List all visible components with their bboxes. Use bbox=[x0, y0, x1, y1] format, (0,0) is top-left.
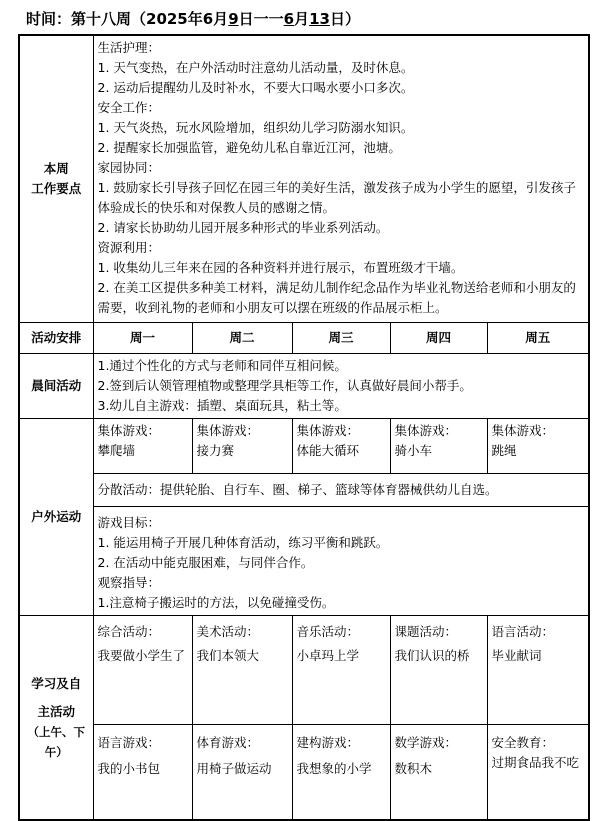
outdoor-goal-line: 游戏目标： bbox=[97, 515, 161, 530]
work-points-label-line2: 工作要点 bbox=[31, 181, 82, 196]
work-point-line: 家园协同： bbox=[97, 160, 161, 175]
learning-r1-fri bbox=[487, 616, 589, 725]
day-header-tue: 周二 bbox=[192, 323, 292, 354]
week-time-header bbox=[26, 8, 360, 29]
outdoor-game-name: 攀爬墙 bbox=[97, 443, 136, 458]
outdoor-game-name: 接力赛 bbox=[196, 443, 235, 458]
learning-activity-title: 课题活动： bbox=[394, 624, 458, 639]
learning-label-line2: 主活动 bbox=[37, 703, 75, 719]
learning-activity-name: 用椅子做运动 bbox=[196, 761, 272, 776]
learning-r2-mon bbox=[93, 725, 192, 821]
day-header-mon: 周一 bbox=[93, 323, 192, 354]
learning-activity-title: 数学游戏： bbox=[394, 735, 458, 750]
outdoor-goal-line: 1.注意椅子搬运时的方法，以免碰撞受伤。 bbox=[97, 595, 335, 610]
morning-line: 2.签到后认领管理植物或整理学具柜等工作，认真做好晨间小帮手。 bbox=[97, 378, 472, 393]
learning-activity-name: 数积木 bbox=[394, 761, 433, 776]
outdoor-goal-line: 观察指导： bbox=[97, 575, 161, 590]
work-points-label-line1: 本周 bbox=[43, 161, 69, 176]
outdoor-game-title: 集体游戏： bbox=[97, 423, 161, 438]
work-points-label bbox=[19, 35, 93, 323]
learning-activity-title: 语言活动： bbox=[491, 624, 555, 639]
work-point-line: 1. 天气炎热，玩水风险增加，组织幼儿学习防溺水知识。 bbox=[97, 120, 414, 135]
work-point-line: 1. 鼓励家长引导孩子回忆在园三年的美好生活，激发孩子成为小学生的愿望，引发孩子体验成长的快乐和对保教人员的感谢之情。 bbox=[97, 180, 576, 215]
day-header-thu: 周四 bbox=[390, 323, 487, 354]
learning-r2-wed bbox=[292, 725, 390, 821]
learning-activity-name: 我们认识的桥 bbox=[394, 648, 470, 663]
outdoor-game-thu bbox=[390, 419, 487, 474]
outdoor-group-row bbox=[19, 419, 589, 474]
work-point-line: 1. 收集幼儿三年来在园的各种资料并进行展示，布置班级才干墙。 bbox=[97, 260, 464, 275]
work-point-line: 生活护理： bbox=[97, 40, 161, 55]
learning-activity-name: 毕业献词 bbox=[491, 648, 542, 663]
learning-r1-mon bbox=[93, 616, 192, 725]
learning-activity-title: 美术活动： bbox=[196, 624, 260, 639]
outdoor-label: 户外运动 bbox=[19, 419, 93, 616]
schedule-label: 活动安排 bbox=[19, 323, 93, 354]
work-points-content bbox=[93, 35, 589, 323]
header-end-day: 13 bbox=[309, 10, 330, 28]
learning-activity-title: 建构游戏： bbox=[296, 735, 360, 750]
morning-label: 晨间活动 bbox=[19, 354, 93, 419]
learning-activity-title: 语言游戏： bbox=[97, 735, 161, 750]
header-end-month: 6 bbox=[283, 10, 295, 28]
learning-activity-name: 我们本领大 bbox=[196, 648, 260, 663]
learning-label-line3: （上午、下午） bbox=[27, 724, 85, 759]
outdoor-game-name: 跳绳 bbox=[491, 443, 517, 458]
outdoor-game-name: 体能大循环 bbox=[296, 443, 360, 458]
learning-row-1 bbox=[19, 616, 589, 725]
learning-activity-title: 安全教育： bbox=[491, 735, 555, 750]
learning-activity-title: 音乐活动： bbox=[296, 624, 360, 639]
learning-r1-thu bbox=[390, 616, 487, 725]
learning-label-line1: 学习及自 bbox=[31, 675, 82, 691]
learning-row-2 bbox=[19, 725, 589, 821]
work-point-line: 2. 在美工区提供多种美工材料，满足幼儿制作纪念品作为毕业礼物送给老师和小朋友的需要，收到礼物的老师和小朋友可以摆在班级的作品展示柜上。 bbox=[97, 280, 576, 315]
learning-activity-name: 我要做小学生了 bbox=[97, 648, 186, 663]
learning-r2-thu bbox=[390, 725, 487, 821]
outdoor-game-title: 集体游戏： bbox=[491, 423, 555, 438]
outdoor-game-name: 骑小车 bbox=[394, 443, 433, 458]
learning-activity-name: 我想象的小学 bbox=[296, 761, 372, 776]
learning-r2-fri bbox=[487, 725, 589, 821]
learning-activity-title: 体育游戏： bbox=[196, 735, 260, 750]
learning-label bbox=[19, 616, 93, 821]
learning-activity-name: 过期食品我不吃 bbox=[491, 755, 580, 770]
learning-r1-wed bbox=[292, 616, 390, 725]
outdoor-scatter-row bbox=[19, 474, 589, 507]
outdoor-goal-line: 2. 在活动中能克服困难，与同伴合作。 bbox=[97, 555, 314, 570]
outdoor-game-title: 集体游戏： bbox=[196, 423, 260, 438]
learning-activity-name: 我的小书包 bbox=[97, 761, 161, 776]
work-points-row bbox=[19, 35, 589, 323]
header-prefix: 时间：第十八周（2025年6月 bbox=[26, 10, 229, 28]
header-start-day: 9 bbox=[228, 10, 239, 28]
header-suffix: 日） bbox=[329, 10, 360, 28]
work-point-line: 安全工作： bbox=[97, 100, 161, 115]
morning-content bbox=[93, 354, 589, 419]
outdoor-game-fri bbox=[487, 419, 589, 474]
outdoor-game-tue bbox=[192, 419, 292, 474]
header-mid: 日一一 bbox=[238, 10, 284, 28]
weekly-plan-table bbox=[18, 34, 590, 821]
morning-row bbox=[19, 354, 589, 419]
outdoor-game-title: 集体游戏： bbox=[394, 423, 458, 438]
work-point-line: 2. 请家长协助幼儿园开展多种形式的毕业系列活动。 bbox=[97, 220, 389, 235]
work-point-line: 2. 运动后提醒幼儿及时补水，不要大口喝水要小口多次。 bbox=[97, 80, 414, 95]
schedule-row bbox=[19, 323, 589, 354]
learning-activity-name: 小卓玛上学 bbox=[296, 648, 360, 663]
work-point-line: 1. 天气变热，在户外活动时注意幼儿活动量，及时休息。 bbox=[97, 60, 414, 75]
learning-r2-tue bbox=[192, 725, 292, 821]
morning-line: 3.幼儿自主游戏：插塑、桌面玩具，粘土等。 bbox=[97, 398, 347, 413]
outdoor-scatter-text: 分散活动：提供轮胎、自行车、圈、梯子、篮球等体育器械供幼儿自选。 bbox=[93, 474, 589, 507]
outdoor-game-wed bbox=[292, 419, 390, 474]
outdoor-goal-line: 1. 能运用椅子开展几种体育活动，练习平衡和跳跃。 bbox=[97, 535, 389, 550]
day-header-wed: 周三 bbox=[292, 323, 390, 354]
outdoor-goals-content bbox=[93, 507, 589, 616]
day-header-fri: 周五 bbox=[487, 323, 589, 354]
work-point-line: 2. 提醒家长加强监管，避免幼儿私自靠近江河，池塘。 bbox=[97, 140, 401, 155]
learning-activity-title: 综合活动： bbox=[97, 624, 161, 639]
outdoor-goals-row bbox=[19, 507, 589, 616]
learning-r1-tue bbox=[192, 616, 292, 725]
work-point-line: 资源利用： bbox=[97, 240, 161, 255]
outdoor-game-mon bbox=[93, 419, 192, 474]
outdoor-game-title: 集体游戏： bbox=[296, 423, 360, 438]
morning-line: 1.通过个性化的方式与老师和同伴互相问候。 bbox=[97, 358, 347, 373]
header-month-suffix: 月 bbox=[294, 10, 310, 28]
